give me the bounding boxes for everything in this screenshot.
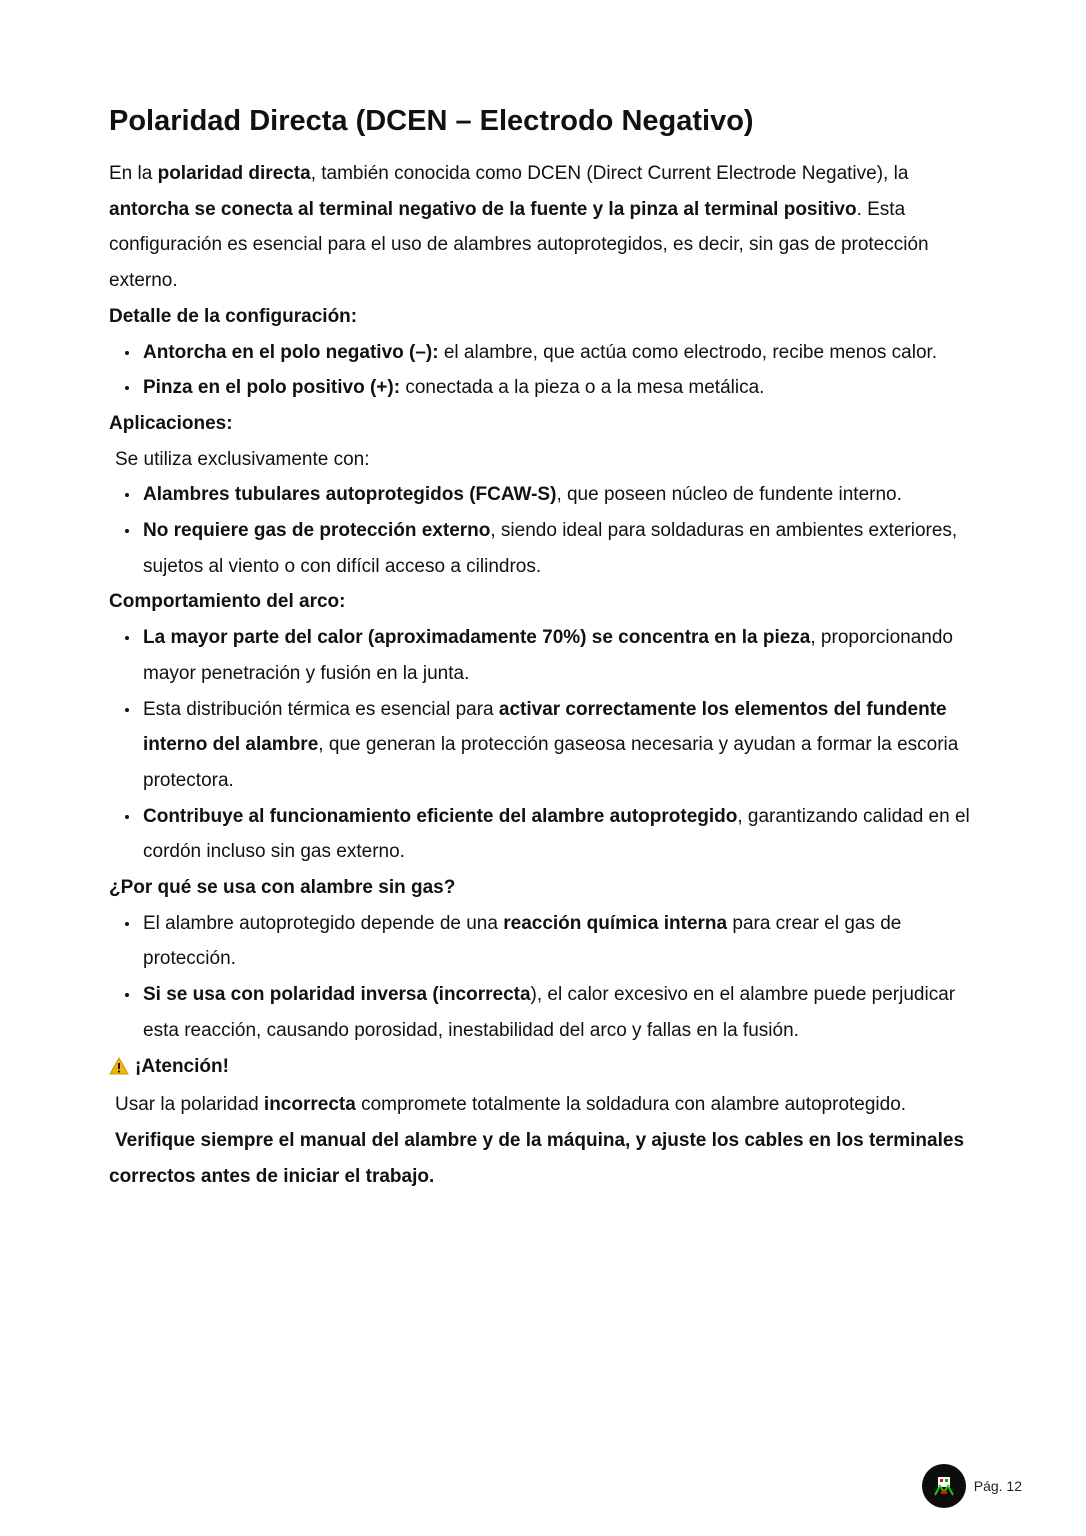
- warning-heading: ¡Atención!: [109, 1049, 989, 1088]
- config-list: [109, 335, 989, 406]
- logo-icon: [922, 1464, 966, 1508]
- list-item: No requiere gas de protección externo, siendo ideal para soldaduras en ambientes exteriores, sujetos al viento o con difícil acceso a cilindros.: [143, 513, 989, 584]
- list-item: La mayor parte del calor (aproximadamente 70%) se concentra en la pieza, proporcionando mayor penetración y fusión en la junta.: [143, 620, 989, 691]
- page-footer: [922, 1464, 1022, 1508]
- list-item: Contribuye al funcionamiento eficiente del alambre autoprotegido, garantizando calidad en el cordón incluso sin gas externo.: [143, 799, 989, 870]
- list-item: Esta distribución térmica es esencial para activar correctamente los elementos del fundente interno del alambre, que generan la protección gaseosa necesaria y ayudan a formar la escoria protectora.: [143, 692, 989, 799]
- arc-heading: Comportamiento del arco:: [109, 591, 346, 613]
- applications-list: [109, 477, 989, 584]
- config-heading: Detalle de la configuración:: [109, 305, 358, 327]
- warning-final: Verifique siempre el manual del alambre y de la máquina, y ajuste los cables en los terminales correctos antes de iniciar el trabajo.: [109, 1129, 965, 1187]
- page-title: Polaridad Directa (DCEN – Electrodo Negativo): [109, 105, 754, 137]
- page-number: Pág. 12: [973, 1478, 1022, 1494]
- applications-lead: Se utiliza exclusivamente con:: [115, 448, 370, 470]
- arc-list: [109, 620, 989, 870]
- applications-heading: Aplicaciones:: [109, 412, 233, 434]
- why-heading: ¿Por qué se usa con alambre sin gas?: [109, 877, 456, 899]
- list-item: El alambre autoprotegido depende de una reacción química interna para crear el gas de protección.: [143, 906, 989, 977]
- why-list: [109, 906, 989, 1049]
- list-item: Si se usa con polaridad inversa (incorrecta), el calor excesivo en el alambre puede perjudicar esta reacción, causando porosidad, inestabilidad del arco y fallas en la fusión.: [143, 977, 989, 1048]
- page-content: [109, 100, 989, 1194]
- warning-icon: [109, 1052, 129, 1088]
- warning-text: Usar la polaridad incorrecta compromete totalmente la soldadura con alambre autoprotegido.: [115, 1094, 907, 1116]
- list-item: Alambres tubulares autoprotegidos (FCAW-S), que poseen núcleo de fundente interno.: [143, 477, 989, 513]
- list-item: Antorcha en el polo negativo (–): el alambre, que actúa como electrodo, recibe menos calor.: [143, 335, 989, 371]
- intro-paragraph: En la polaridad directa, también conocida como DCEN (Direct Current Electrode Negative), la antorcha se conecta al terminal negativo de la fuente y la pinza al terminal positivo. Esta configuración es esencial para el uso de alambres autoprotegidos, es decir, sin gas de protección externo.: [109, 163, 929, 292]
- list-item: Pinza en el polo positivo (+): conectada a la pieza o a la mesa metálica.: [143, 370, 989, 406]
